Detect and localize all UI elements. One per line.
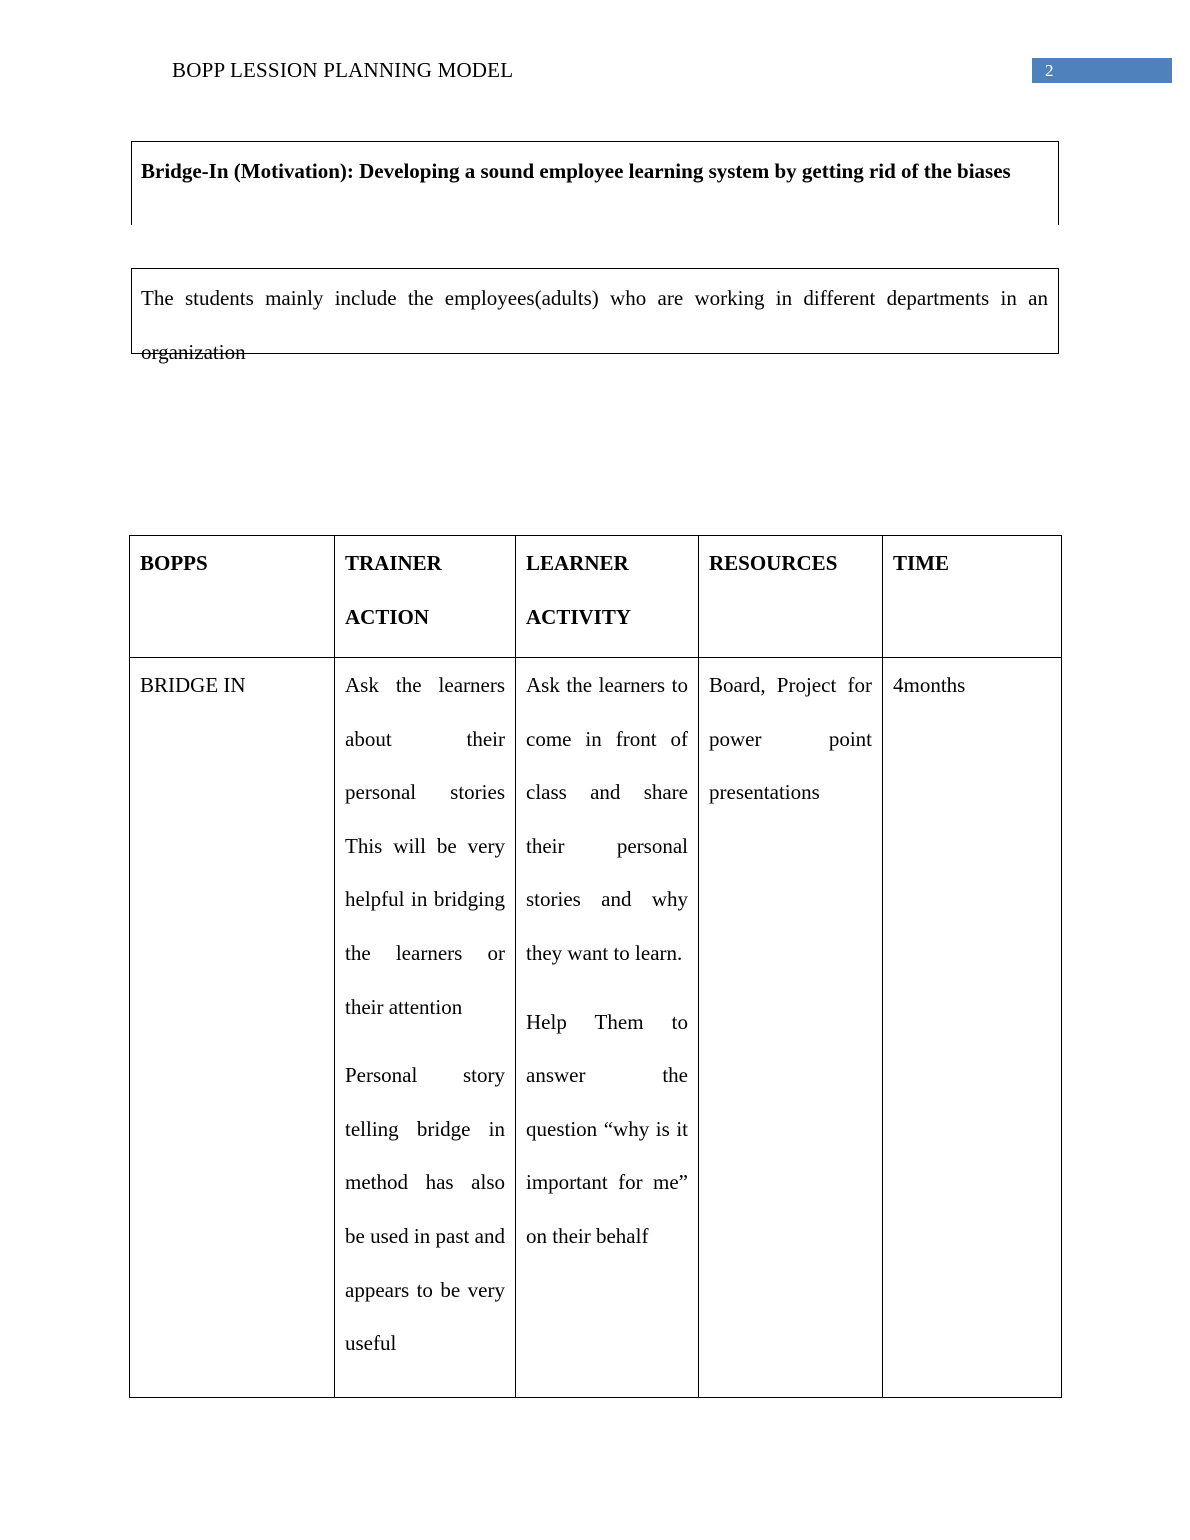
cell-learner-activity <box>516 658 699 1398</box>
bopps-lesson-table <box>129 535 1062 1398</box>
table-header-row <box>130 536 1062 658</box>
table-row <box>130 658 1062 1398</box>
trainer-action-paragraph: Personal story telling bridge in method has also be used in past and appears to be very useful <box>345 1063 505 1356</box>
bridge-in-heading-text: Bridge-In (Motivation): Developing a sound employee learning system by getting rid of the biases <box>141 159 1011 183</box>
running-header-title: BOPP LESSION PLANNING MODEL <box>172 58 514 82</box>
column-header-bopps: BOPPS <box>130 536 335 658</box>
learner-activity-paragraph: Ask the learners to come in front of class and share their personal stories and why they want to learn. <box>526 673 688 965</box>
cell-trainer-action <box>335 658 516 1398</box>
cell-time: 4months <box>883 658 1062 1398</box>
trainer-action-paragraph: Ask the learners about their personal stories This will be very helpful in bridging the learners or their attention <box>345 673 505 1019</box>
cell-resources: Board, Project for power point presentations <box>699 658 883 1398</box>
students-description-box <box>131 268 1059 364</box>
column-header-trainer-action: TRAINER ACTION <box>335 536 516 658</box>
column-header-learner-activity: LEARNER ACTIVITY <box>516 536 699 658</box>
students-description-text: The students mainly include the employees(adults) who are working in different departments in an organization <box>141 286 1048 364</box>
bridge-in-heading-box <box>131 141 1059 225</box>
column-header-time: TIME <box>883 536 1062 658</box>
page-number-badge: 2 <box>1032 58 1172 83</box>
cell-bopps-stage: BRIDGE IN <box>130 658 335 1398</box>
learner-activity-paragraph: Help Them to answer the question “why is it important for me” on their behalf <box>526 1009 688 1248</box>
column-header-resources: RESOURCES <box>699 536 883 658</box>
